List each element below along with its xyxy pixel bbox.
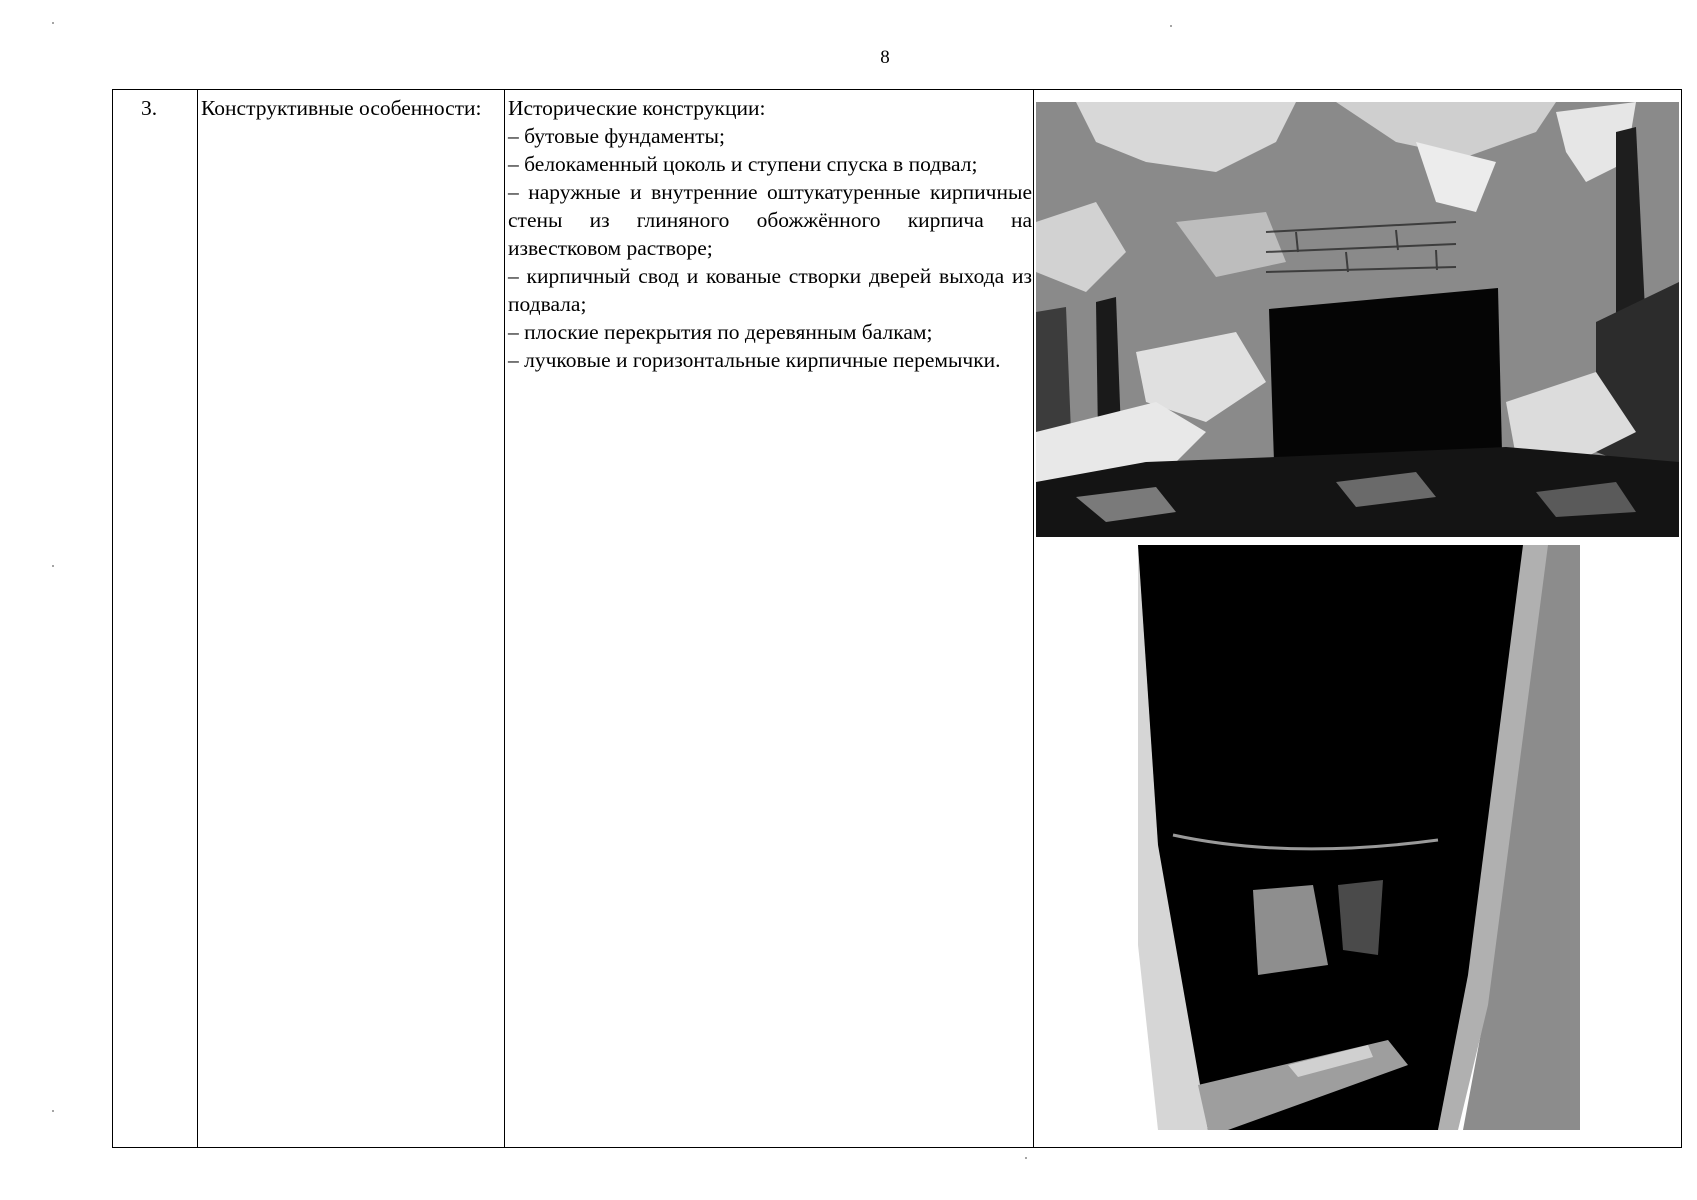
description-heading: Исторические конструкции: xyxy=(508,96,766,120)
row-description xyxy=(505,90,1034,1148)
description-item: – кирпичный свод и кованые створки дверей выхода из подвала; xyxy=(508,264,1032,316)
description-item: – бутовые фундаменты; xyxy=(508,124,725,148)
scan-speck xyxy=(52,1110,54,1112)
scan-speck xyxy=(52,22,54,24)
constructive-features-table xyxy=(112,89,1682,1148)
scan-speck xyxy=(1170,25,1172,27)
description-item: – белокаменный цоколь и ступени спуска в подвал; xyxy=(508,152,978,176)
page-number: 8 xyxy=(880,47,890,68)
scan-speck xyxy=(1025,1157,1027,1159)
description-item: – плоские перекрытия по деревянным балкам; xyxy=(508,320,933,344)
description-item: – наружные и внутренние оштукатуренные кирпичные стены из глиняного обожжённого кирпича на известковом растворе; xyxy=(508,180,1032,260)
photo-cell xyxy=(1034,90,1682,1148)
photo-basement-corridor xyxy=(1138,545,1580,1130)
row-number: 3. xyxy=(113,90,198,1148)
row-label: Конструктивные особенности: xyxy=(198,90,505,1148)
photo-basement-exit-doorway xyxy=(1036,102,1679,537)
description-item: – лучковые и горизонтальные кирпичные перемычки. xyxy=(508,348,1001,372)
scan-speck xyxy=(52,565,54,567)
table-row xyxy=(113,90,1682,1148)
